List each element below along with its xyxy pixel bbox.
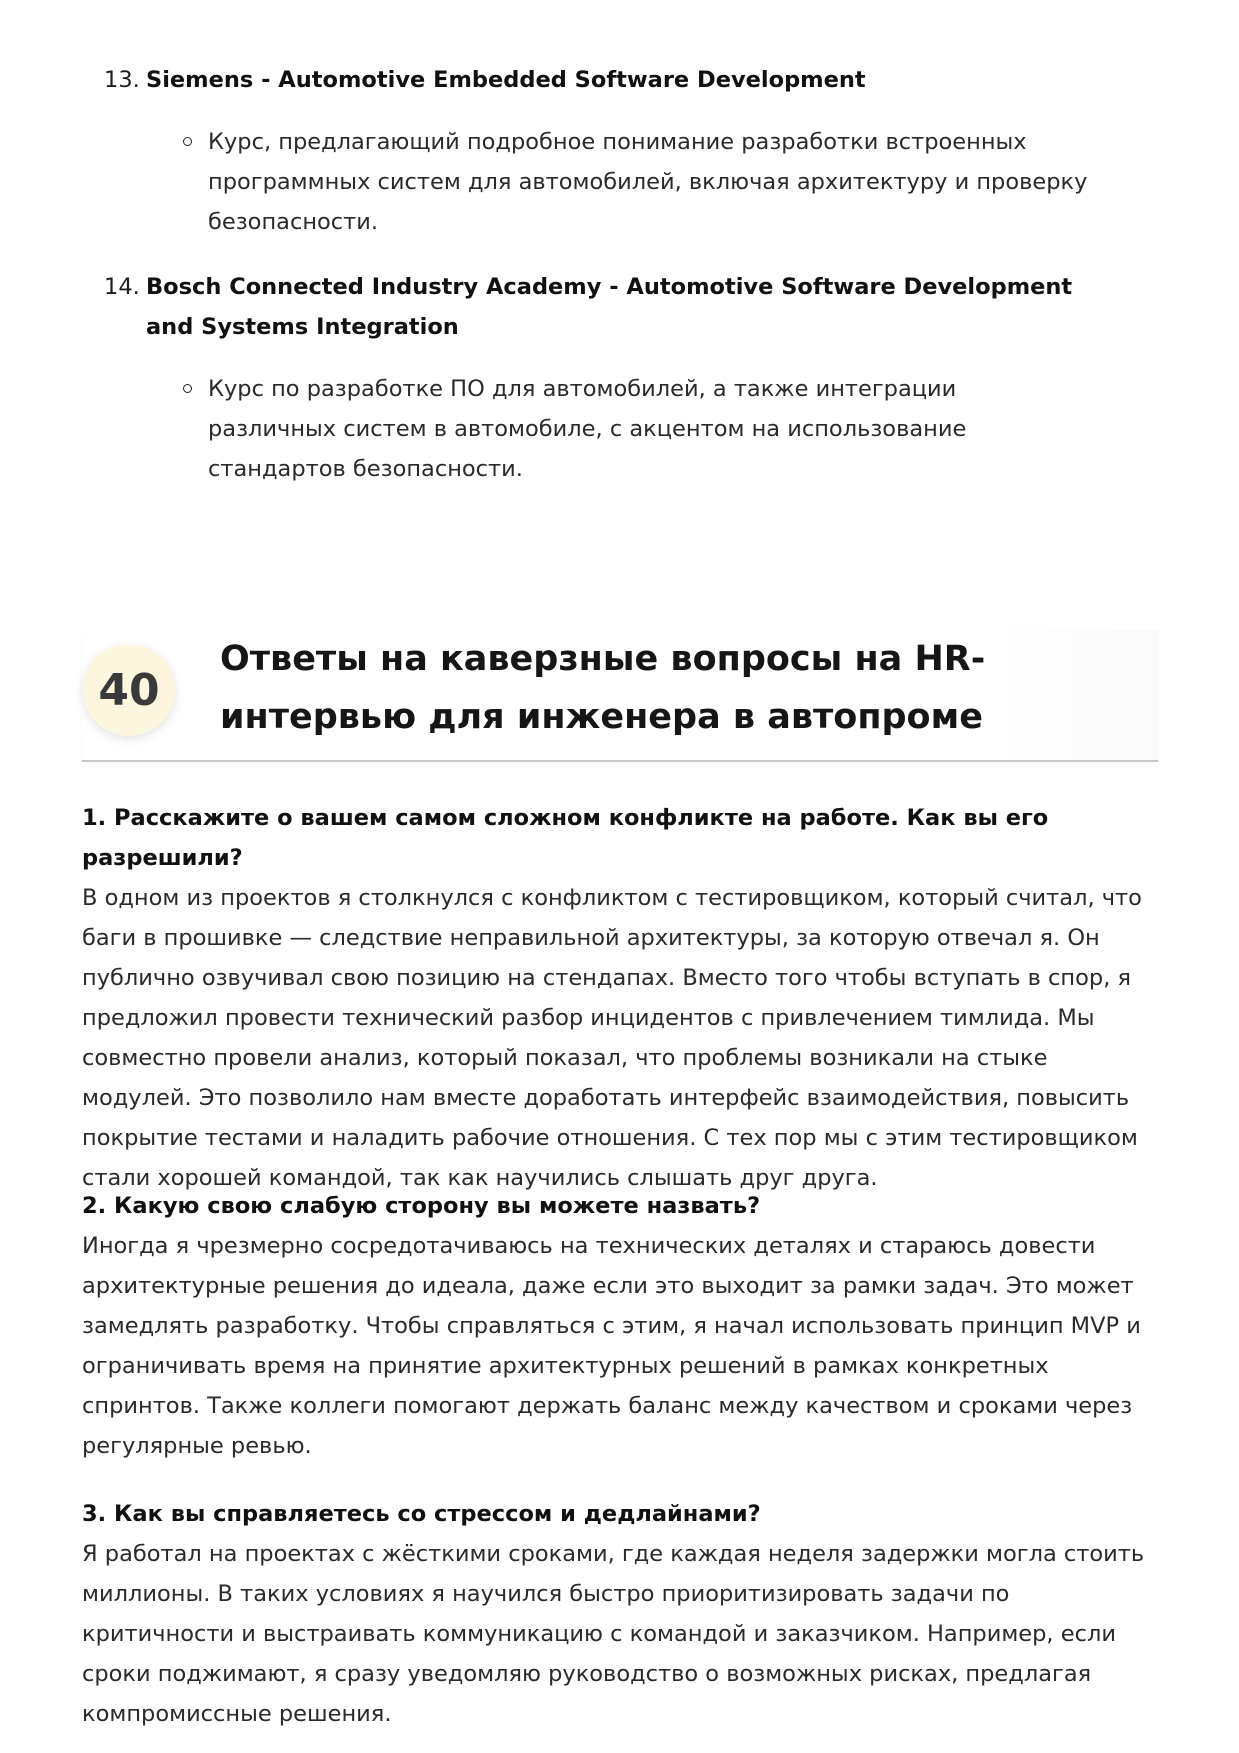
list-number: 14. xyxy=(104,274,140,300)
section-title: Ответы на каверзные вопросы на HR-интервью для инженера в автопроме xyxy=(220,639,986,737)
qa-question: 2. Какую свою слабую сторону вы можете назвать? xyxy=(82,1193,761,1219)
course-title-text: Bosch Connected Industry Academy - Automotive Software Development and Systems Integration xyxy=(146,274,1073,340)
course-description xyxy=(104,369,1088,489)
hollow-bullet-icon xyxy=(183,137,192,146)
course-title-text: Siemens - Automotive Embedded Software Development xyxy=(146,67,866,93)
qa-answer: Иногда я чрезмерно сосредотачиваюсь на технических деталях и стараюсь довести архитектурные решения до идеала, даже если это выходит за рамки задач. Это может замедлять разработку. Чтобы справляться с этим, я начал использовать принцип MVP и ограничивать время на принятие архитектурных решений в рамках конкретных спринтов. Также коллеги помогают держать баланс между качеством и сроками через регулярные ревью. xyxy=(82,1233,1141,1459)
qa-item xyxy=(82,1494,1162,1734)
course-title xyxy=(104,60,1104,100)
course-description-text: Курс, предлагающий подробное понимание разработки встроенных программных систем для автомобилей, включая архитектуру и проверку безопасности. xyxy=(208,129,1088,235)
qa-question: 3. Как вы справляетесь со стрессом и дедлайнами? xyxy=(82,1501,761,1527)
hollow-bullet-icon xyxy=(183,384,192,393)
qa-item xyxy=(82,1186,1162,1466)
qa-item xyxy=(82,798,1162,1198)
course-item xyxy=(104,267,1104,489)
course-description xyxy=(104,122,1088,242)
qa-answer: В одном из проектов я столкнулся с конфликтом с тестировщиком, который считал, что баги в прошивке — следствие неправильной архитектуры, за которую отвечал я. Он публично озвучивал свою позицию на стендапах. Вместо того чтобы вступать в спор, я предложил провести технический разбор инцидентов с привлечением тимлида. Мы совместно провели анализ, который показал, что проблемы возникали на стыке модулей. Это позволило нам вместе доработать интерфейс взаимодействия, повысить покрытие тестами и наладить рабочие отношения. С тех пор мы с этим тестировщиком стали хорошей командой, так как научились слышать друг друга. xyxy=(82,885,1142,1191)
qa-question: 1. Расскажите о вашем самом сложном конфликте на работе. Как вы его разрешили? xyxy=(82,805,1049,871)
section-number-badge: 40 xyxy=(83,644,175,736)
qa-answer: Я работал на проектах с жёсткими сроками, где каждая неделя задержки могла стоить миллионы. В таких условиях я научился быстро приоритизировать задачи по критичности и выстраивать коммуникацию с командой и заказчиком. Например, если сроки поджимают, я сразу уведомляю руководство о возможных рисках, предлагая компромиссные решения. xyxy=(82,1541,1145,1727)
course-description-text: Курс по разработке ПО для автомобилей, а также интеграции различных систем в автомобиле, с акцентом на использование стандартов безопасности. xyxy=(208,376,967,482)
list-number: 13. xyxy=(104,67,140,93)
course-title xyxy=(104,267,1104,347)
section-header xyxy=(82,630,1158,762)
course-item xyxy=(104,60,1104,242)
